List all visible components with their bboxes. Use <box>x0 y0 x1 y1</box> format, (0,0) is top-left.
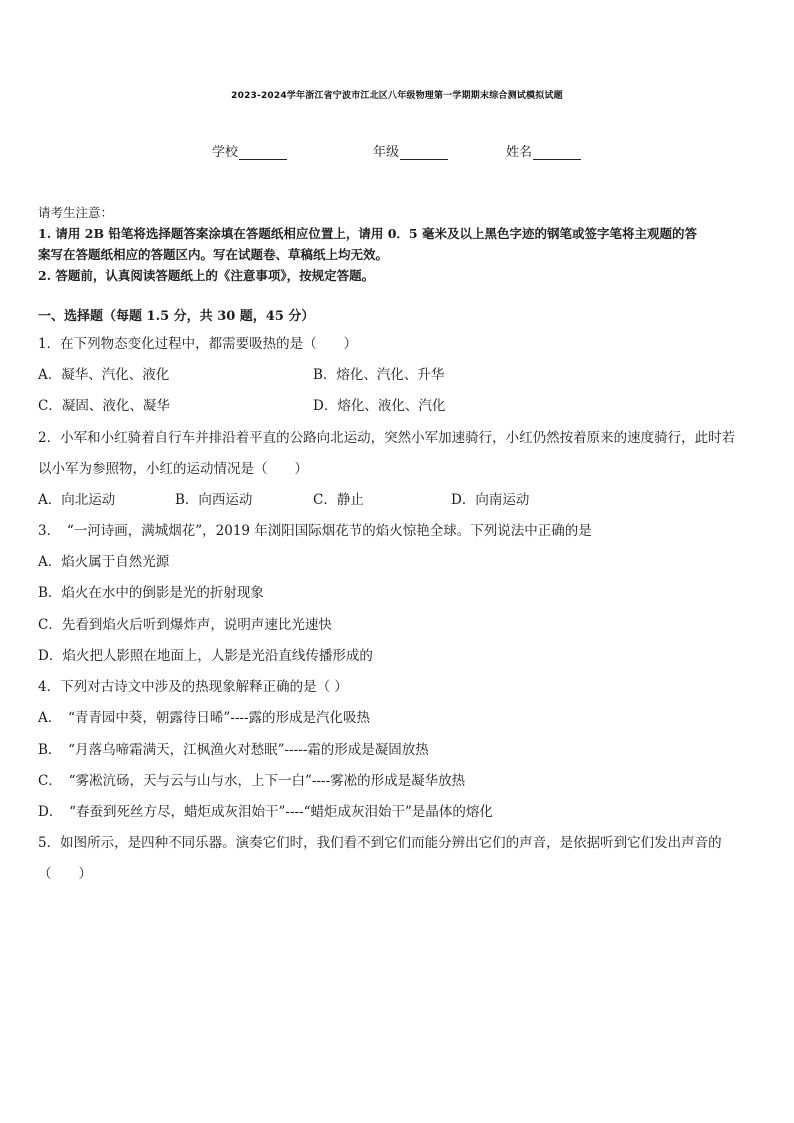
question-2-stem-cont: 以小军为参照物，小红的运动情况是（ ） <box>38 461 308 477</box>
school-label: 学校 <box>212 145 239 160</box>
notice-item-1-cont: 案写在答题纸相应的答题区内。写在试题卷、草稿纸上均无效。 <box>38 247 389 262</box>
question-4-stem: 4．下列对古诗文中涉及的热现象解释正确的是（ ） <box>38 679 348 695</box>
school-blank <box>239 145 287 160</box>
question-5-stem-cont: （ ） <box>38 866 92 882</box>
notice-item-1: 1. 请用 2B 铅笔将选择题答案涂填在答题纸相应位置上，请用 0．5 毫米及以上黑色字迹的钢笔或签字笔将主观题的答 <box>38 226 697 241</box>
question-2-option-d: D．向南运动 <box>451 492 530 508</box>
name-field <box>506 141 581 160</box>
section-heading: 一、选择题（每题 1.5 分，共 30 题，45 分） <box>38 309 315 324</box>
question-4-option-a: A． “青青园中葵，朝露待日晞”----露的形成是汽化吸热 <box>38 710 371 726</box>
question-1-option-b: B．熔化、汽化、升华 <box>313 367 445 383</box>
question-1-option-d: D．熔化、液化、汽化 <box>313 398 446 414</box>
question-4-option-d: D． “春蚕到死丝方尽，蜡炬成灰泪始干”----“蜡炬成灰泪始干”是晶体的熔化 <box>38 804 493 820</box>
question-3-option-b: B．焰火在水中的倒影是光的折射现象 <box>38 585 264 601</box>
grade-label: 年级 <box>373 145 400 160</box>
grade-field <box>373 141 448 160</box>
question-5-stem: 5．如图所示，是四种不同乐器。演奏它们时，我们看不到它们而能分辨出它们的声音，是依据听到它们发出声音的 <box>38 835 722 851</box>
grade-blank <box>400 145 448 160</box>
question-2-option-c: C．静止 <box>313 492 364 508</box>
question-4-option-c: C． “雾凇沆砀，天与云与山与水，上下一白”----雾凇的形成是凝华放热 <box>38 773 466 789</box>
question-3-option-d: D．焰火把人影照在地面上，人影是光沿直线传播形成的 <box>38 648 373 664</box>
question-1-option-c: C．凝固、液化、凝华 <box>38 398 170 414</box>
question-2-option-b: B．向西运动 <box>175 492 253 508</box>
name-blank <box>533 145 581 160</box>
question-3-option-a: A．焰火属于自然光源 <box>38 554 170 570</box>
question-3-stem: 3． “一河诗画，满城烟花”，2019 年浏阳国际烟花节的焰火惊艳全球。下列说法中正确的是 <box>38 523 592 539</box>
question-2-option-a: A．向北运动 <box>38 492 116 508</box>
exam-title: 2023-2024学年浙江省宁波市江北区八年级物理第一学期期末综合测试模拟试题 <box>231 91 563 101</box>
notice-item-2: 2. 答题前，认真阅读答题纸上的《注意事项》，按规定答题。 <box>38 268 375 283</box>
student-info-fields <box>0 141 794 161</box>
question-4-option-b: B． “月落乌啼霜满天，江枫渔火对愁眠”-----霜的形成是凝固放热 <box>38 742 429 758</box>
question-3-option-c: C．先看到焰火后听到爆炸声，说明声速比光速快 <box>38 617 332 633</box>
notice-heading: 请考生注意： <box>38 205 114 220</box>
name-label: 姓名 <box>506 145 533 160</box>
school-field <box>212 141 287 160</box>
question-1-option-a: A．凝华、汽化、液化 <box>38 367 170 383</box>
question-2-stem: 2．小军和小红骑着自行车并排沿着平直的公路向北运动，突然小军加速骑行，小红仍然按着原来的速度骑行，此时若 <box>38 430 736 446</box>
question-1-stem: 1．在下列物态变化过程中，都需要吸热的是（ ） <box>38 336 358 352</box>
